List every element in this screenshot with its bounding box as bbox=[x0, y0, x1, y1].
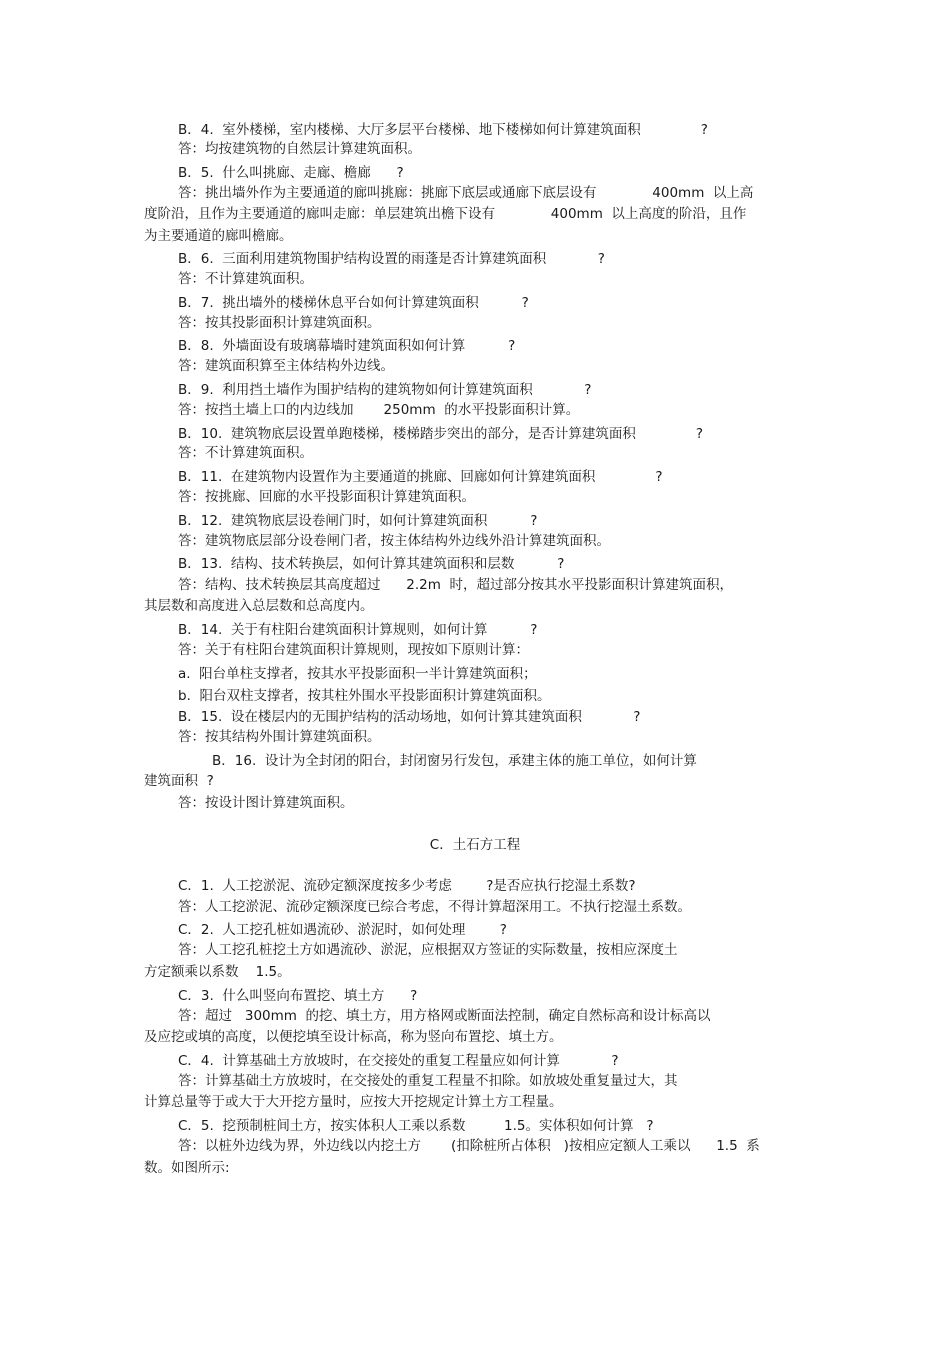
answer-c2-line1: 答：人工挖孔桩挖土方如遇流砂、淤泥，应根据双方签证的实际数量，按相应深度土 bbox=[178, 942, 678, 958]
answer-b13-line1: 答：结构、技术转换层其高度超过 2.2m 时，超过部分按其水平投影面积计算建筑面积， bbox=[178, 577, 733, 593]
answer-c3-line1: 答：超过 300mm 的挖、填土方，用方格网或断面法控制，确定自然标高和设计标高以 bbox=[178, 1008, 711, 1024]
question-c2: C．2. 人工挖孔桩如遇流砂、淤泥时，如何处理 ? bbox=[178, 922, 507, 938]
question-b15: B．15. 设在楼层内的无围护结构的活动场地，如何计算其建筑面积 ? bbox=[178, 709, 641, 725]
question-b13: B．13. 结构、技术转换层，如何计算其建筑面积和层数 ? bbox=[178, 556, 565, 572]
question-b16-line1: B．16. 设计为全封闭的阳台，封闭窗另行发包，承建主体的施工单位，如何计算 bbox=[212, 753, 697, 769]
question-b5: B．5. 什么叫挑廊、走廊、檐廊 ? bbox=[178, 165, 404, 181]
question-b16-line2: 建筑面积 ? bbox=[144, 773, 214, 789]
question-c5: C．5. 挖预制桩间土方，按实体积人工乘以系数 1.5。实体积如何计算 ? bbox=[178, 1118, 654, 1134]
answer-c4-line2: 计算总量等于或大于大开挖方量时，应按大开挖规定计算土方工程量。 bbox=[144, 1094, 563, 1110]
answer-c5-line2: 数。如图所示: bbox=[144, 1160, 230, 1176]
answer-c3-line2: 及应挖或填的高度，以便挖填至设计标高，称为竖向布置挖、填土方。 bbox=[144, 1029, 563, 1045]
answer-b6: 答：不计算建筑面积。 bbox=[178, 271, 313, 287]
question-b14: B．14. 关于有柱阳台建筑面积计算规则，如何计算 ? bbox=[178, 622, 538, 638]
question-b8: B．8. 外墙面设有玻璃幕墙时建筑面积如何计算 ? bbox=[178, 338, 516, 354]
answer-c5-line1: 答：以桩外边线为界，外边线以内挖土方 (扣除桩所占体积 )按相应定额人工乘以 1.5 系 bbox=[178, 1138, 760, 1154]
answer-b12: 答：建筑物底层部分设卷闸门者，按主体结构外边线外沿计算建筑面积。 bbox=[178, 533, 610, 549]
answer-b7: 答：按其投影面积计算建筑面积。 bbox=[178, 315, 381, 331]
question-c4: C．4. 计算基础土方放坡时，在交接处的重复工程量应如何计算 ? bbox=[178, 1053, 619, 1069]
answer-b15: 答：按其结构外围计算建筑面积。 bbox=[178, 729, 381, 745]
answer-b8: 答：建筑面积算至主体结构外边线。 bbox=[178, 358, 394, 374]
question-b10: B．10. 建筑物底层设置单跑楼梯，楼梯踏步突出的部分，是否计算建筑面积 ? bbox=[178, 426, 704, 442]
question-b9: B．9. 利用挡土墙作为围护结构的建筑物如何计算建筑面积 ? bbox=[178, 382, 592, 398]
section-heading-c: C．土石方工程 bbox=[429, 837, 521, 853]
answer-b13-line2: 其层数和高度进入总层数和总高度内。 bbox=[144, 598, 374, 614]
question-b4: B．4. 室外楼梯，室内楼梯、大厅多层平台楼梯、地下楼梯如何计算建筑面积 ? bbox=[178, 122, 708, 138]
answer-b14: 答：关于有柱阳台建筑面积计算规则，现按如下原则计算： bbox=[178, 642, 529, 658]
answer-c4-line1: 答：计算基础土方放坡时，在交接处的重复工程量不扣除。如放坡处重复量过大，其 bbox=[178, 1073, 678, 1089]
answer-b14-item-b: b. 阳台双柱支撑者，按其柱外围水平投影面积计算建筑面积。 bbox=[178, 688, 551, 704]
question-b12: B．12. 建筑物底层设卷闸门时，如何计算建筑面积 ? bbox=[178, 513, 538, 529]
answer-b4: 答：均按建筑物的自然层计算建筑面积。 bbox=[178, 141, 421, 157]
question-b7: B．7. 挑出墙外的楼梯休息平台如何计算建筑面积 ? bbox=[178, 295, 529, 311]
answer-b5-line3: 为主要通道的廊叫檐廊。 bbox=[144, 228, 293, 244]
question-b11: B．11. 在建筑物内设置作为主要通道的挑廊、回廊如何计算建筑面积 ? bbox=[178, 469, 663, 485]
question-c3: C．3. 什么叫竖向布置挖、填土方 ? bbox=[178, 988, 418, 1004]
answer-b14-item-a: a. 阳台单柱支撑者，按其水平投影面积一半计算建筑面积； bbox=[178, 666, 537, 682]
answer-b16: 答：按设计图计算建筑面积。 bbox=[178, 795, 354, 811]
answer-b10: 答：不计算建筑面积。 bbox=[178, 445, 313, 461]
answer-b5-line1: 答：挑出墙外作为主要通道的廊叫挑廊：挑廊下底层或通廊下底层设有 400mm 以上高 bbox=[178, 185, 754, 201]
answer-c1: 答：人工挖淤泥、流砂定额深度已综合考虑，不得计算超深用工。不执行挖湿土系数。 bbox=[178, 899, 691, 915]
question-c1: C．1. 人工挖淤泥、流砂定额深度按多少考虑 ?是否应执行挖湿土系数? bbox=[178, 878, 636, 894]
answer-b9: 答：按挡土墙上口的内边线加 250mm 的水平投影面积计算。 bbox=[178, 402, 580, 418]
answer-b11: 答：按挑廊、回廊的水平投影面积计算建筑面积。 bbox=[178, 489, 475, 505]
question-b6: B．6. 三面利用建筑物围护结构设置的雨蓬是否计算建筑面积 ? bbox=[178, 251, 605, 267]
answer-b5-line2: 度阶沿，且作为主要通道的廊叫走廊：单层建筑出檐下设有 400mm 以上高度的阶沿，且作 bbox=[144, 206, 747, 222]
answer-c2-line2: 方定额乘以系数 1.5。 bbox=[144, 964, 291, 980]
